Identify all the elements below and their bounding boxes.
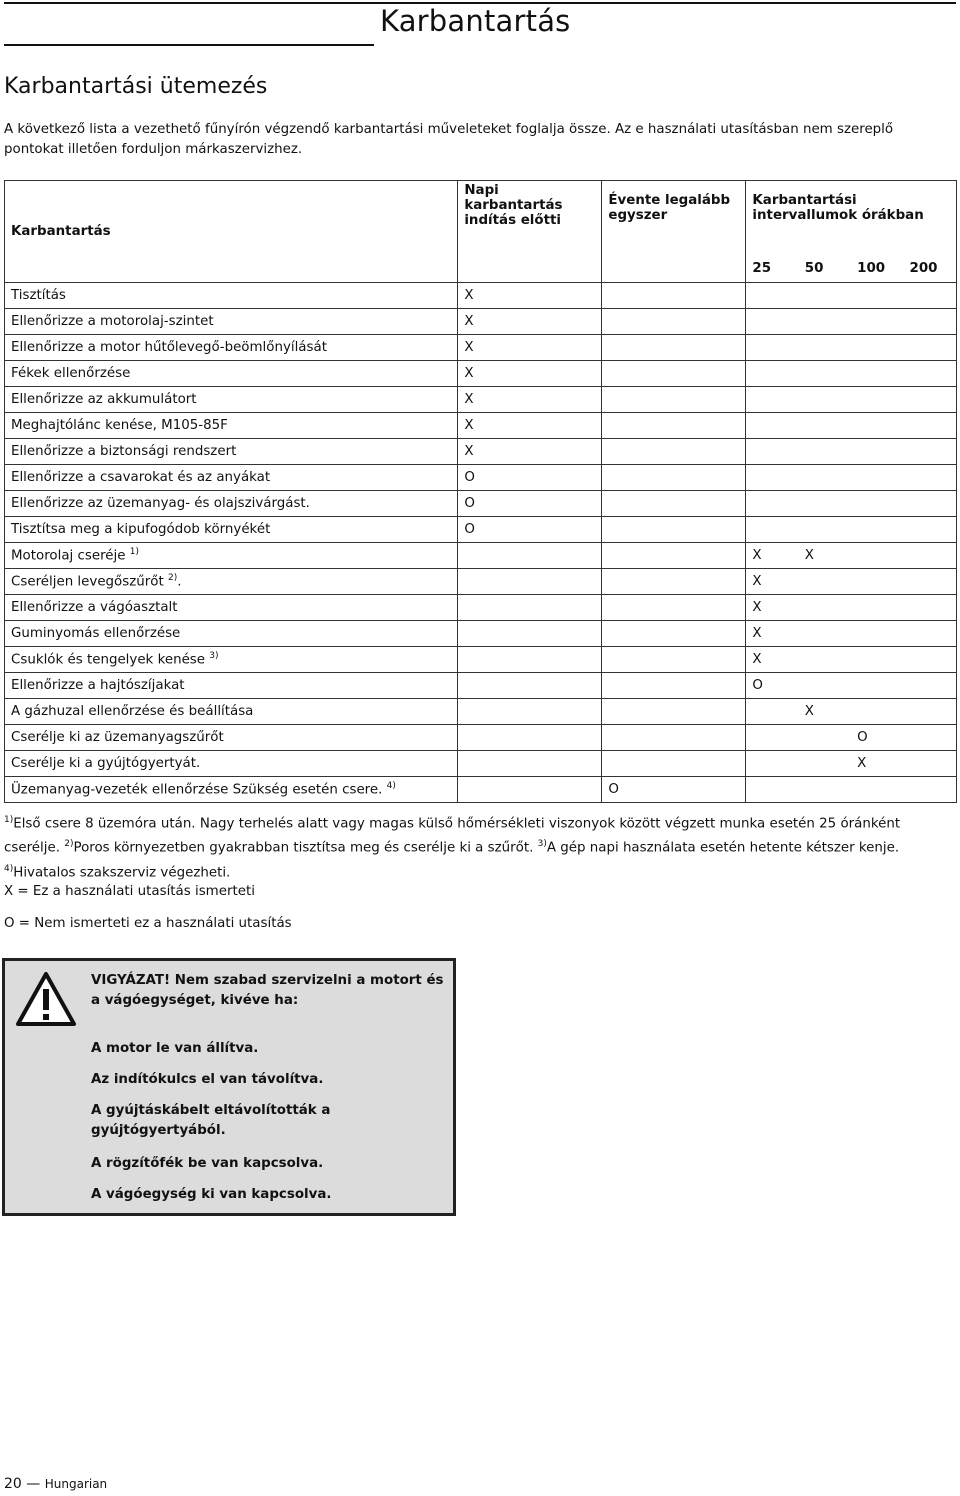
- mark-yearly: [602, 413, 746, 439]
- mark-h25: [746, 699, 799, 725]
- mark-h25: [746, 491, 799, 517]
- maintenance-schedule-table: [4, 180, 957, 803]
- mark-h200: [904, 517, 957, 543]
- mark-h100: [851, 699, 903, 725]
- task-label: Ellenőrizze a motorolaj-szintet: [11, 314, 214, 329]
- footer-language: Hungarian: [44, 1477, 108, 1491]
- page-header-title: Karbantartás: [380, 4, 571, 38]
- mark-h200: [904, 413, 957, 439]
- mark-yearly: [602, 647, 746, 673]
- task-cell: [5, 569, 458, 595]
- task-footnote-mark: 2): [167, 573, 178, 584]
- task-cell: [5, 387, 458, 413]
- mark-yearly: [602, 673, 746, 699]
- table-row: [5, 569, 957, 595]
- mark-h200: [904, 543, 957, 569]
- mark-h25: O: [746, 673, 799, 699]
- mark-yearly: [602, 699, 746, 725]
- mark-daily: X: [458, 387, 602, 413]
- task-cell: [5, 673, 458, 699]
- mark-daily: O: [458, 517, 602, 543]
- mark-h100: [851, 647, 903, 673]
- warning-box: [2, 958, 456, 1216]
- mark-daily: O: [458, 491, 602, 517]
- task-label: Tisztítás: [11, 288, 66, 303]
- footnote-3-mark: 3): [537, 839, 547, 850]
- footer-dash: —: [26, 1476, 41, 1492]
- task-cell: [5, 283, 458, 309]
- mark-h200: [904, 621, 957, 647]
- mark-h25: X: [746, 543, 799, 569]
- mark-yearly: [602, 621, 746, 647]
- mark-yearly: [602, 569, 746, 595]
- mark-h50: [799, 647, 851, 673]
- mark-h100: [851, 439, 903, 465]
- task-footnote-mark: 3): [209, 651, 219, 662]
- footnote-2-text: Poros környezetben gyakrabban tisztítsa meg és cserélje ki a szűrőt.: [73, 840, 534, 856]
- mark-h25: X: [746, 621, 799, 647]
- mark-yearly: [602, 725, 746, 751]
- warning-item: A rögzítőfék be van kapcsolva.: [91, 1156, 324, 1171]
- task-cell: [5, 465, 458, 491]
- task-label: Fékek ellenőrzése: [11, 366, 131, 381]
- mark-h100: [851, 413, 903, 439]
- mark-h25: X: [746, 569, 799, 595]
- mark-daily: X: [458, 309, 602, 335]
- task-cell: [5, 491, 458, 517]
- mark-h50: [799, 725, 851, 751]
- hours-50: 50: [799, 255, 851, 283]
- mark-h100: [851, 517, 903, 543]
- hours-200: 200: [904, 255, 957, 283]
- task-cell: [5, 647, 458, 673]
- mark-h100: [851, 777, 903, 803]
- mark-h200: [904, 283, 957, 309]
- mark-h100: [851, 465, 903, 491]
- legend-o: O = Nem ismerteti ez a használati utasítás: [4, 916, 292, 931]
- mark-h200: [904, 491, 957, 517]
- mark-h50: [799, 491, 851, 517]
- task-footnote-mark: 1): [129, 547, 139, 558]
- mark-h100: [851, 309, 903, 335]
- task-label: Ellenőrizze a vágóasztalt: [11, 600, 178, 615]
- mark-h200: [904, 725, 957, 751]
- task-cell: [5, 439, 458, 465]
- table-row: [5, 491, 957, 517]
- table-row: [5, 413, 957, 439]
- task-cell: [5, 595, 458, 621]
- mark-yearly: [602, 595, 746, 621]
- table-row: [5, 777, 957, 803]
- warning-item: Az indítókulcs el van távolítva.: [91, 1072, 324, 1087]
- page-number: 20: [4, 1476, 22, 1492]
- mark-yearly: [602, 335, 746, 361]
- section-title: Karbantartási ütemezés: [4, 74, 268, 99]
- mark-h50: [799, 413, 851, 439]
- table-row: [5, 361, 957, 387]
- mark-yearly: [602, 309, 746, 335]
- mark-h200: [904, 387, 957, 413]
- task-label: Csuklók és tengelyek kenése: [11, 652, 206, 668]
- mark-h25: [746, 413, 799, 439]
- mark-h200: [904, 309, 957, 335]
- mark-h25: [746, 387, 799, 413]
- mark-yearly: [602, 465, 746, 491]
- mark-h50: [799, 439, 851, 465]
- task-cell: [5, 309, 458, 335]
- mark-daily: X: [458, 439, 602, 465]
- mark-h50: [799, 335, 851, 361]
- task-label: Cseréljen levegőszűrőt: [11, 574, 164, 590]
- mark-h200: [904, 465, 957, 491]
- table-row: [5, 725, 957, 751]
- table-row: [5, 283, 957, 309]
- mark-h100: X: [851, 751, 903, 777]
- footnote-4-mark: 4): [4, 863, 14, 874]
- table-row: [5, 595, 957, 621]
- table-row: [5, 647, 957, 673]
- task-cell: [5, 699, 458, 725]
- task-label: Cserélje ki a gyújtógyertyát.: [11, 756, 201, 771]
- task-suffix: .: [177, 574, 182, 590]
- mark-h100: O: [851, 725, 903, 751]
- task-cell: [5, 751, 458, 777]
- table-header-row: [5, 181, 957, 256]
- warning-item: A vágóegység ki van kapcsolva.: [91, 1187, 332, 1202]
- task-cell: [5, 543, 458, 569]
- mark-daily: [458, 647, 602, 673]
- mark-h100: [851, 543, 903, 569]
- table-body: [5, 283, 957, 803]
- table-row: [5, 621, 957, 647]
- mark-h25: [746, 777, 799, 803]
- task-label: Meghajtólánc kenése, M105-85F: [11, 418, 228, 433]
- mark-daily: [458, 621, 602, 647]
- mark-h100: [851, 361, 903, 387]
- table-row: [5, 387, 957, 413]
- mark-h100: [851, 491, 903, 517]
- footnote-4-text: Hivatalos szakszerviz végezheti.: [13, 865, 231, 881]
- intro-text: A következő lista a vezethető fűnyírón végzendő karbantartási műveleteket foglalja össze. Az e használati utasításban nem szereplő pontokat illetően forduljon márkaszervizhez.: [4, 122, 894, 157]
- mark-h50: [799, 751, 851, 777]
- mark-h50: [799, 595, 851, 621]
- task-footnote-mark: 4): [386, 781, 396, 792]
- task-cell: [5, 777, 458, 803]
- mark-h200: [904, 777, 957, 803]
- mark-h25: [746, 335, 799, 361]
- hours-25: 25: [746, 255, 799, 283]
- mark-daily: X: [458, 335, 602, 361]
- warning-item: A gyújtáskábelt eltávolították a gyújtógyertyából.: [91, 1103, 331, 1138]
- mark-daily: [458, 725, 602, 751]
- mark-yearly: [602, 439, 746, 465]
- mark-yearly: [602, 491, 746, 517]
- task-cell: [5, 361, 458, 387]
- warning-triangle-icon: [15, 971, 77, 1027]
- mark-h50: [799, 283, 851, 309]
- mark-yearly: [602, 517, 746, 543]
- mark-h50: [799, 777, 851, 803]
- mark-h25: [746, 439, 799, 465]
- table-row: [5, 465, 957, 491]
- mark-h100: [851, 621, 903, 647]
- mark-h25: [746, 361, 799, 387]
- mark-yearly: [602, 361, 746, 387]
- warning-title: VIGYÁZAT! Nem szabad szervizelni a motort és a vágóegységet, kivéve ha:: [91, 973, 444, 1008]
- mark-h100: [851, 673, 903, 699]
- footnote-2-mark: 2): [64, 839, 74, 850]
- mark-yearly: O: [602, 777, 746, 803]
- mark-h200: [904, 439, 957, 465]
- mark-h50: [799, 361, 851, 387]
- header-intervals: Karbantartási intervallumok órákban: [746, 181, 957, 256]
- table-row: [5, 517, 957, 543]
- mark-h50: X: [799, 543, 851, 569]
- mark-daily: O: [458, 465, 602, 491]
- task-label: Cserélje ki az üzemanyagszűrőt: [11, 730, 224, 745]
- header-task: Karbantartás: [5, 181, 458, 283]
- mark-h25: X: [746, 595, 799, 621]
- table-row: [5, 751, 957, 777]
- mark-h200: [904, 361, 957, 387]
- mark-h200: [904, 569, 957, 595]
- task-label: Üzemanyag-vezeték ellenőrzése Szükség esetén csere.: [11, 782, 383, 798]
- mark-h50: X: [799, 699, 851, 725]
- mark-h100: [851, 569, 903, 595]
- header-daily: Napi karbantartás indítás előtti: [458, 181, 602, 283]
- mark-h50: [799, 387, 851, 413]
- task-label: Ellenőrizze a motor hűtőlevegő-beömlőnyílását: [11, 340, 327, 355]
- mark-h200: [904, 595, 957, 621]
- mark-h100: [851, 335, 903, 361]
- task-cell: [5, 517, 458, 543]
- table-row: [5, 673, 957, 699]
- mark-daily: [458, 777, 602, 803]
- legend-x: X = Ez a használati utasítás ismerteti: [4, 884, 255, 899]
- mark-h25: [746, 751, 799, 777]
- task-label: Guminyomás ellenőrzése: [11, 626, 181, 641]
- table-row: [5, 699, 957, 725]
- table-row: [5, 543, 957, 569]
- page-footer: [4, 1476, 107, 1492]
- mark-h50: [799, 517, 851, 543]
- warning-item: A motor le van állítva.: [91, 1041, 259, 1056]
- header-yearly: Évente legalább egyszer: [602, 181, 746, 283]
- mark-yearly: [602, 751, 746, 777]
- footnote-1-mark: 1): [4, 815, 14, 825]
- mark-daily: X: [458, 283, 602, 309]
- table-row: [5, 439, 957, 465]
- footnote-3-text: A gép napi használata esetén hetente kétszer kenje.: [546, 840, 900, 856]
- mark-h50: [799, 465, 851, 491]
- mark-h100: [851, 595, 903, 621]
- mark-h25: [746, 309, 799, 335]
- mark-h25: [746, 465, 799, 491]
- task-label: Motorolaj cseréje: [11, 548, 126, 564]
- mark-daily: [458, 751, 602, 777]
- mark-daily: [458, 569, 602, 595]
- mark-yearly: [602, 283, 746, 309]
- mark-h200: [904, 647, 957, 673]
- mark-h200: [904, 335, 957, 361]
- mark-h200: [904, 751, 957, 777]
- task-label: Ellenőrizze a csavarokat és az anyákat: [11, 470, 271, 485]
- task-cell: [5, 725, 458, 751]
- mark-h50: [799, 621, 851, 647]
- footnotes: [4, 810, 954, 883]
- mark-h200: [904, 699, 957, 725]
- mark-h100: [851, 283, 903, 309]
- table-row: [5, 309, 957, 335]
- table-row: [5, 335, 957, 361]
- task-label: Ellenőrizze az akkumulátort: [11, 392, 197, 407]
- task-cell: [5, 413, 458, 439]
- mark-daily: [458, 543, 602, 569]
- mark-daily: X: [458, 361, 602, 387]
- mark-h25: [746, 517, 799, 543]
- task-label: Ellenőrizze az üzemanyag- és olajszivárgást.: [11, 496, 310, 511]
- task-label: A gázhuzal ellenőrzése és beállítása: [11, 704, 254, 719]
- mark-daily: [458, 699, 602, 725]
- hours-100: 100: [851, 255, 903, 283]
- mark-h50: [799, 309, 851, 335]
- mark-yearly: [602, 387, 746, 413]
- mark-daily: X: [458, 413, 602, 439]
- mark-h200: [904, 673, 957, 699]
- mark-h25: X: [746, 647, 799, 673]
- task-label: Tisztítsa meg a kipufogódob környékét: [11, 522, 271, 537]
- mark-h100: [851, 387, 903, 413]
- task-label: Ellenőrizze a biztonsági rendszert: [11, 444, 237, 459]
- task-label: Ellenőrizze a hajtószíjakat: [11, 678, 185, 693]
- mark-yearly: [602, 543, 746, 569]
- mark-h50: [799, 569, 851, 595]
- footnote-1-text: Első csere 8 üzemóra után. Nagy terhelés alatt vagy magas külső hőmérsékleti viszonyok között végzett munka esetén 25 óránként cserélje.: [4, 816, 901, 856]
- mark-daily: [458, 673, 602, 699]
- mark-h25: [746, 283, 799, 309]
- task-cell: [5, 621, 458, 647]
- task-cell: [5, 335, 458, 361]
- mark-daily: [458, 595, 602, 621]
- mark-h50: [799, 673, 851, 699]
- mark-h25: [746, 725, 799, 751]
